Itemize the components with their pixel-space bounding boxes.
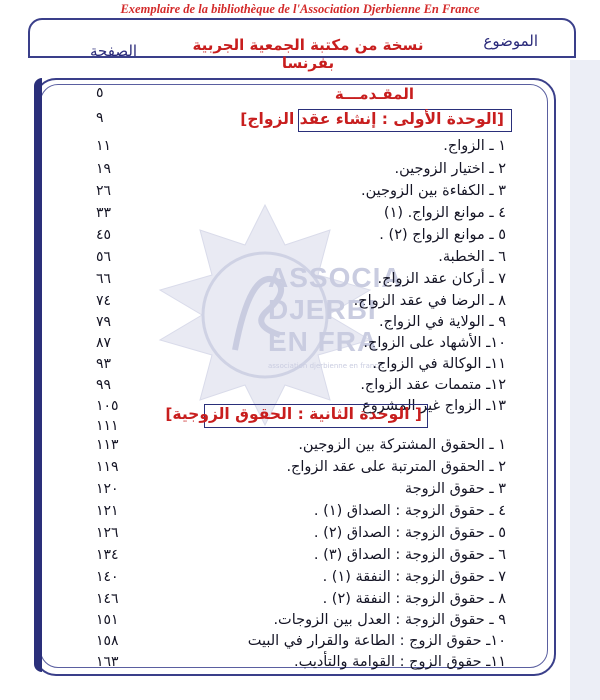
toc-page: ١٥١	[96, 612, 119, 628]
toc-title: ٧ ـ حقوق الزوجة : النفقة (١) .	[322, 569, 506, 585]
toc-title: ٨ ـ حقوق الزوجة : النفقة (٢) .	[322, 591, 506, 607]
toc-page: ١٤٠	[96, 569, 119, 585]
toc-title: ١٠ـ الأشهاد على الزواج.	[363, 335, 506, 351]
toc-row[interactable]	[0, 249, 600, 269]
toc-title: ١ ـ الزواج.	[443, 138, 506, 154]
toc-title: ١١ـ حقوق الزوج : القوامة والتأديب.	[293, 654, 506, 670]
toc-row[interactable]	[0, 335, 600, 355]
toc-page: ٨٧	[96, 335, 112, 351]
toc-row[interactable]	[0, 377, 600, 397]
page-header	[28, 18, 576, 72]
toc-row[interactable]	[0, 481, 600, 501]
toc-title: ٢ ـ اختيار الزوجين.	[394, 161, 506, 177]
toc-row[interactable]	[0, 356, 600, 376]
toc-row[interactable]	[0, 271, 600, 291]
toc-page: ٧٩	[96, 314, 112, 330]
toc-page: ٧٤	[96, 293, 112, 309]
toc-page: ٦٦	[96, 271, 112, 287]
toc-title: ١٠ـ حقوق الزوج : الطاعة والقرار في البيت	[247, 633, 506, 649]
toc-page: ١١١	[96, 418, 119, 434]
toc-row[interactable]	[0, 138, 600, 158]
toc-row[interactable]	[0, 314, 600, 334]
toc-page: ١٦٣	[96, 654, 119, 670]
toc-page: ٩	[96, 110, 104, 126]
toc-page: ٩٣	[96, 356, 112, 372]
toc-page: ٥	[96, 85, 104, 101]
toc-page: ٢٦	[96, 183, 112, 199]
toc-title: ٣ ـ حقوق الزوجة	[404, 481, 506, 497]
toc-row[interactable]	[0, 569, 600, 589]
toc-title: ٤ ـ حقوق الزوجة : الصداق (١) .	[313, 503, 506, 519]
toc-title: ٦ ـ الخطبة.	[438, 249, 506, 265]
toc-row[interactable]	[0, 205, 600, 225]
toc-page: ١٢٠	[96, 481, 119, 497]
toc-title: ١١ـ الوكالة في الزواج.	[372, 356, 506, 372]
toc-page: ١١	[96, 138, 112, 154]
toc-row[interactable]	[0, 547, 600, 567]
toc-title: ٧ ـ أركان عقد الزواج.	[377, 271, 506, 287]
unit-heading: [الوحدة الأولى : إنشاء عقد الزواج]	[240, 110, 504, 128]
toc-row[interactable]	[0, 437, 600, 457]
toc-title: ١ ـ الحقوق المشتركة بين الزوجين.	[298, 437, 506, 453]
library-copy-stamp: نسخة من مكتبة الجمعية الجربية بفرنسا	[192, 36, 424, 72]
toc-row-unit1[interactable]	[0, 110, 600, 130]
toc-row-intro[interactable]	[0, 85, 600, 105]
toc-page: ١٣٤	[96, 547, 119, 563]
toc-page: ١٤٦	[96, 591, 119, 607]
toc-row-unit2-page[interactable]	[0, 418, 600, 438]
toc-title: ٦ ـ حقوق الزوجة : الصداق (٣) .	[313, 547, 506, 563]
toc-page: ١١٣	[96, 437, 119, 453]
toc-row[interactable]	[0, 459, 600, 479]
toc-row[interactable]	[0, 161, 600, 181]
toc-page: ١٢١	[96, 503, 119, 519]
toc-row[interactable]	[0, 503, 600, 523]
toc-title: ١٣ـ الزواج غير المشروع	[362, 398, 506, 414]
toc-title: ١٢ـ متممات عقد الزواج.	[360, 377, 506, 393]
toc-page: ١٢٦	[96, 525, 119, 541]
toc-row[interactable]	[0, 654, 600, 674]
toc-title: ٥ ـ موانع الزواج (٢) .	[379, 227, 506, 243]
library-watermark: Exemplaire de la bibliothèque de l'Association Djerbienne En France	[120, 2, 480, 16]
toc-row[interactable]	[0, 227, 600, 247]
logo-text: ASSOCIA DJERBI EN FRA	[268, 262, 403, 357]
toc-page: ٩٩	[96, 377, 112, 393]
page-label: الصفحة	[90, 42, 138, 60]
toc-page: ١١٩	[96, 459, 119, 475]
toc-page: ١٠٥	[96, 398, 119, 414]
toc-title: ٩ ـ حقوق الزوجة : العدل بين الزوجات.	[273, 612, 506, 628]
toc-row[interactable]	[0, 293, 600, 313]
toc-row[interactable]	[0, 612, 600, 632]
toc-title: المقـدمـــة	[334, 85, 414, 103]
toc-page: ١٩	[96, 161, 112, 177]
toc-page: ٣٣	[96, 205, 112, 221]
unit-heading: [ الوحدة الثانية : الحقوق الزوجية]	[165, 405, 422, 423]
toc-title: ٤ ـ موانع الزواج. (١)	[383, 205, 506, 221]
toc-page: ٤٥	[96, 227, 112, 243]
toc-title: ٩ ـ الولاية في الزواج.	[379, 314, 506, 330]
toc-title: ٨ ـ الرضا في عقد الزواج.	[353, 293, 506, 309]
toc-title: ٥ ـ حقوق الزوجة : الصداق (٢) .	[313, 525, 506, 541]
toc-row[interactable]	[0, 183, 600, 203]
toc-title: ٢ ـ الحقوق المترتبة على عقد الزواج.	[286, 459, 506, 475]
toc-page: ٥٦	[96, 249, 112, 265]
toc-title: ٣ ـ الكفاءة بين الزوجين.	[361, 183, 506, 199]
toc-row[interactable]	[0, 591, 600, 611]
subject-label: الموضوع	[483, 32, 538, 50]
logo-subtitle: association djerbienne en france	[268, 362, 383, 370]
toc-page: ١٥٨	[96, 633, 119, 649]
toc-row[interactable]	[0, 633, 600, 653]
toc-row[interactable]	[0, 525, 600, 545]
